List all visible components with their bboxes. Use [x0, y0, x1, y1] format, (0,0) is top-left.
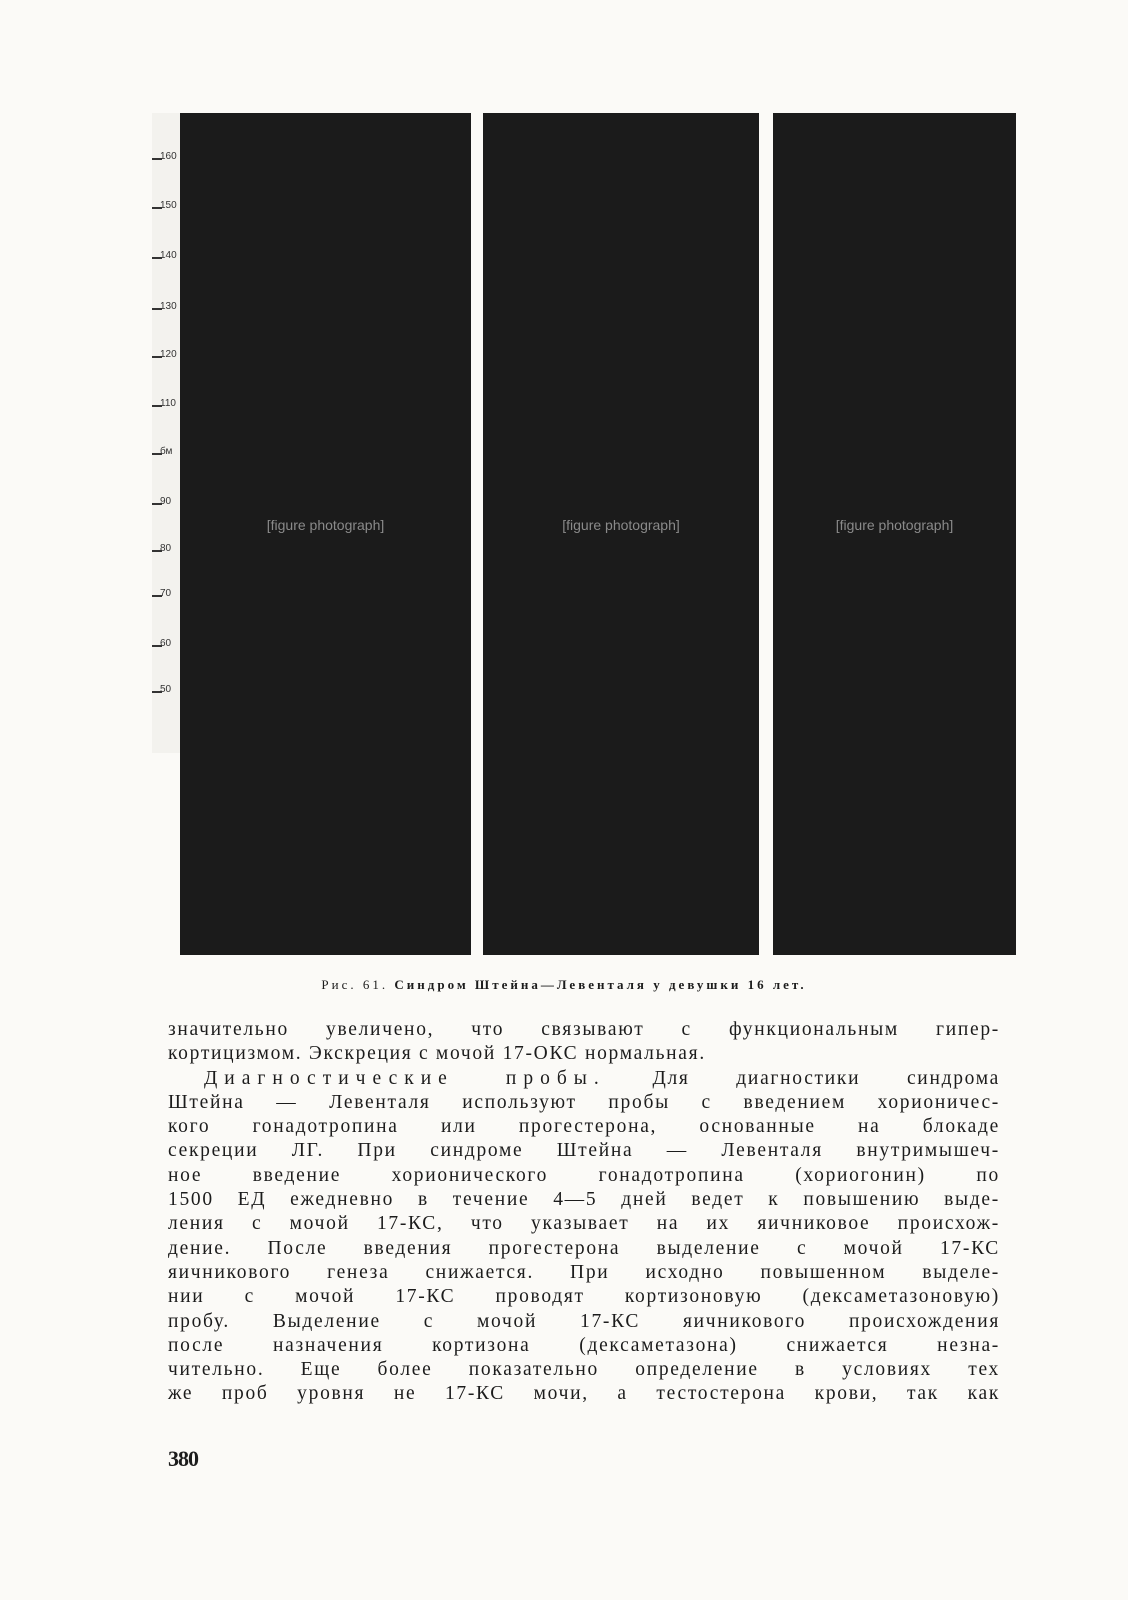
photo-placeholder: [figure photograph] — [266, 517, 385, 534]
caption-prefix: Рис. 61. — [321, 977, 389, 992]
text-line: значительно увеличено, что связывают с функциональным гипер- — [168, 1019, 1000, 1040]
text-line: дение. После введения прогестерона выделение с мочой 17-КС — [168, 1237, 1000, 1259]
figure — [152, 113, 1016, 955]
text-line: ления с мочой 17-КС, что указывает на их яичниковое происхож- — [168, 1213, 1000, 1235]
body-text — [168, 1018, 1000, 1407]
text-line: пробу. Выделение с мочой 17-КС яичникового происхождения — [168, 1310, 1000, 1332]
page-number: 380 — [168, 1446, 198, 1471]
heading-rest: Для диагностики синдрома — [652, 1067, 1000, 1089]
ruler-label: 160 — [160, 151, 177, 162]
text-line: нии с мочой 17-КС проводят кортизоновую (дексаметазоновую) — [168, 1286, 1000, 1308]
photo-placeholder: [figure photograph] — [835, 517, 954, 534]
text-line: кортицизмом. Экскреция с мочой 17-ОКС нормальная. — [168, 1043, 706, 1065]
ruler-label: бм — [160, 446, 173, 457]
text-line: Штейна — Левенталя используют пробы с введением хорионичес- — [168, 1091, 1000, 1113]
text-line: после назначения кортизона (дексаметазона) снижается незна- — [168, 1334, 1000, 1356]
text-line: же проб уровня не 17-КС мочи, а тестостерона крови, так как — [168, 1383, 1000, 1405]
caption-title: Синдром Штейна—Левенталя у девушки 16 лет. — [394, 977, 807, 992]
text-line: кого гонадотропина или прогестерона, основанные на блокаде — [168, 1116, 1000, 1138]
ruler-label: 80 — [160, 543, 172, 554]
text-line: ное введение хорионического гонадотропина (хориогонин) по — [168, 1164, 1000, 1186]
ruler-label: 50 — [160, 684, 172, 695]
ruler-label: 60 — [160, 638, 172, 649]
section-heading: Диагностические пробы. — [204, 1067, 606, 1089]
ruler-label: 120 — [160, 349, 177, 360]
ruler-label: 140 — [160, 250, 177, 261]
photo-panel-side — [773, 113, 1016, 955]
ruler-label: 130 — [160, 301, 177, 312]
photo-panel-back — [483, 113, 759, 955]
figure-caption — [0, 977, 1128, 993]
photo-placeholder: [figure photograph] — [562, 517, 680, 534]
text-line: чительно. Еще более показательно определение в условиях тех — [168, 1359, 1000, 1381]
text-line: секреции ЛГ. При синдроме Штейна — Левенталя внутримышеч- — [168, 1140, 1000, 1162]
text-line-heading — [168, 1067, 1000, 1091]
text-line: яичникового генеза снижается. При исходно повышенном выделе- — [168, 1261, 1000, 1283]
ruler-label: 70 — [160, 588, 172, 599]
height-ruler — [152, 113, 180, 753]
ruler-label: 110 — [160, 398, 176, 409]
photo-panel-front — [180, 113, 471, 955]
ruler-label: 90 — [160, 496, 172, 507]
ruler-label: 150 — [160, 200, 177, 211]
text-line: 1500 ЕД ежедневно в течение 4—5 дней ведет к повышению выде- — [168, 1189, 1000, 1211]
